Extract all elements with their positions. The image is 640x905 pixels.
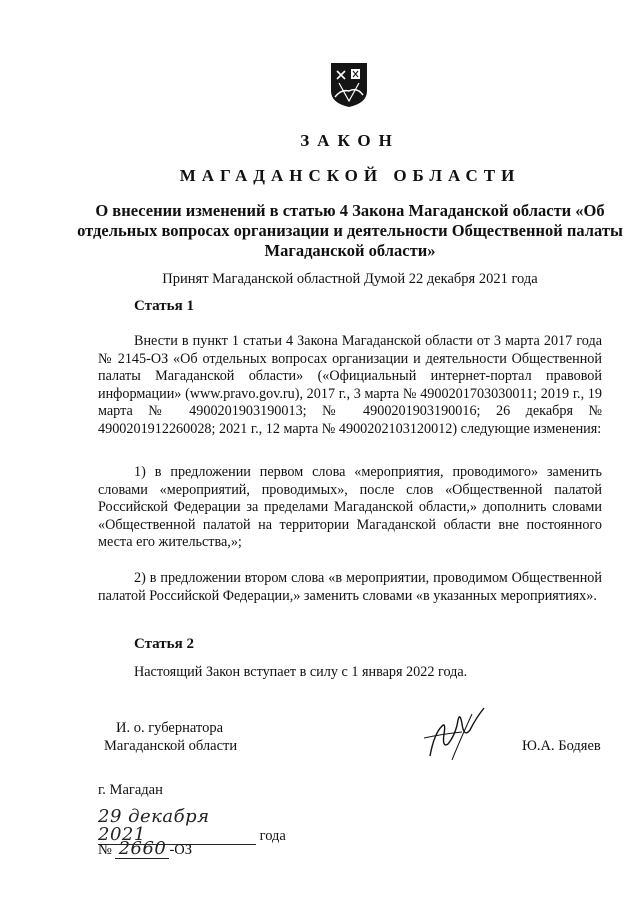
coat-of-arms-icon <box>329 61 369 109</box>
date-suffix: года <box>259 828 286 844</box>
article-1-item-1: 1) в предложении первом слова «мероприятия, проводимого» заменить словами «мероприятий, проводимых», после слов «Общественной палатой Российской Федерации за пределами Магаданской области,» дополнить словами «Общественной палатой на территории Магаданской области вне постоянного места его жительства,»; <box>98 464 602 550</box>
signatory-name: Ю.А. Бодяев <box>522 738 601 754</box>
law-number-line <box>98 840 192 859</box>
signature-icon <box>412 704 492 764</box>
number-prefix: № <box>98 842 112 858</box>
handwritten-date: 29 декабря 2021 <box>98 808 256 845</box>
city-line: г. Магадан <box>98 782 163 798</box>
region-heading: МАГАДАНСКОЙ ОБЛАСТИ <box>179 166 521 185</box>
article-1-item-2: 2) в предложении втором слова «в мероприятии, проводимом Общественной палатой Российской Федерации,» заменить словами «в указанных мероприятиях». <box>98 570 602 604</box>
article-1-heading: Статья 1 <box>134 298 194 314</box>
position-line-2: Магаданской области <box>104 738 238 754</box>
article-2-heading: Статья 2 <box>134 636 194 652</box>
position-line-1: И. о. губернатора <box>116 720 224 736</box>
law-heading: ЗАКОН <box>300 131 400 150</box>
article-1-intro: Внести в пункт 1 статьи 4 Закона Магаданской области от 3 марта 2017 года № 2145-ОЗ «Об отдельных вопросах организации и деятельности Общественной палаты Магаданской области» («Официальный интернет-портал правовой информации» (www.pravo.gov.ru), 2017 г., 3 марта № 4900201703030011; 2019 г., 19 марта № 4900201903190013; № 4900201903190016; 26 декабря № 4900201912260028; 2021 г., 12 марта № 4900202103120012) следующие изменения: <box>98 333 602 437</box>
handwritten-number: 2660 <box>115 840 169 859</box>
adoption-line: Принят Магаданской областной Думой 22 декабря 2021 года <box>162 271 538 287</box>
signatory-position <box>104 719 237 755</box>
number-suffix: -ОЗ <box>169 842 193 858</box>
article-2-text: Настоящий Закон вступает в силу с 1 января 2022 года. <box>134 664 468 680</box>
document-title: О внесении изменений в статью 4 Закона Магаданской области «Об отдельных вопросах организации и деятельности Общественной палаты Магаданской области» <box>77 201 623 260</box>
